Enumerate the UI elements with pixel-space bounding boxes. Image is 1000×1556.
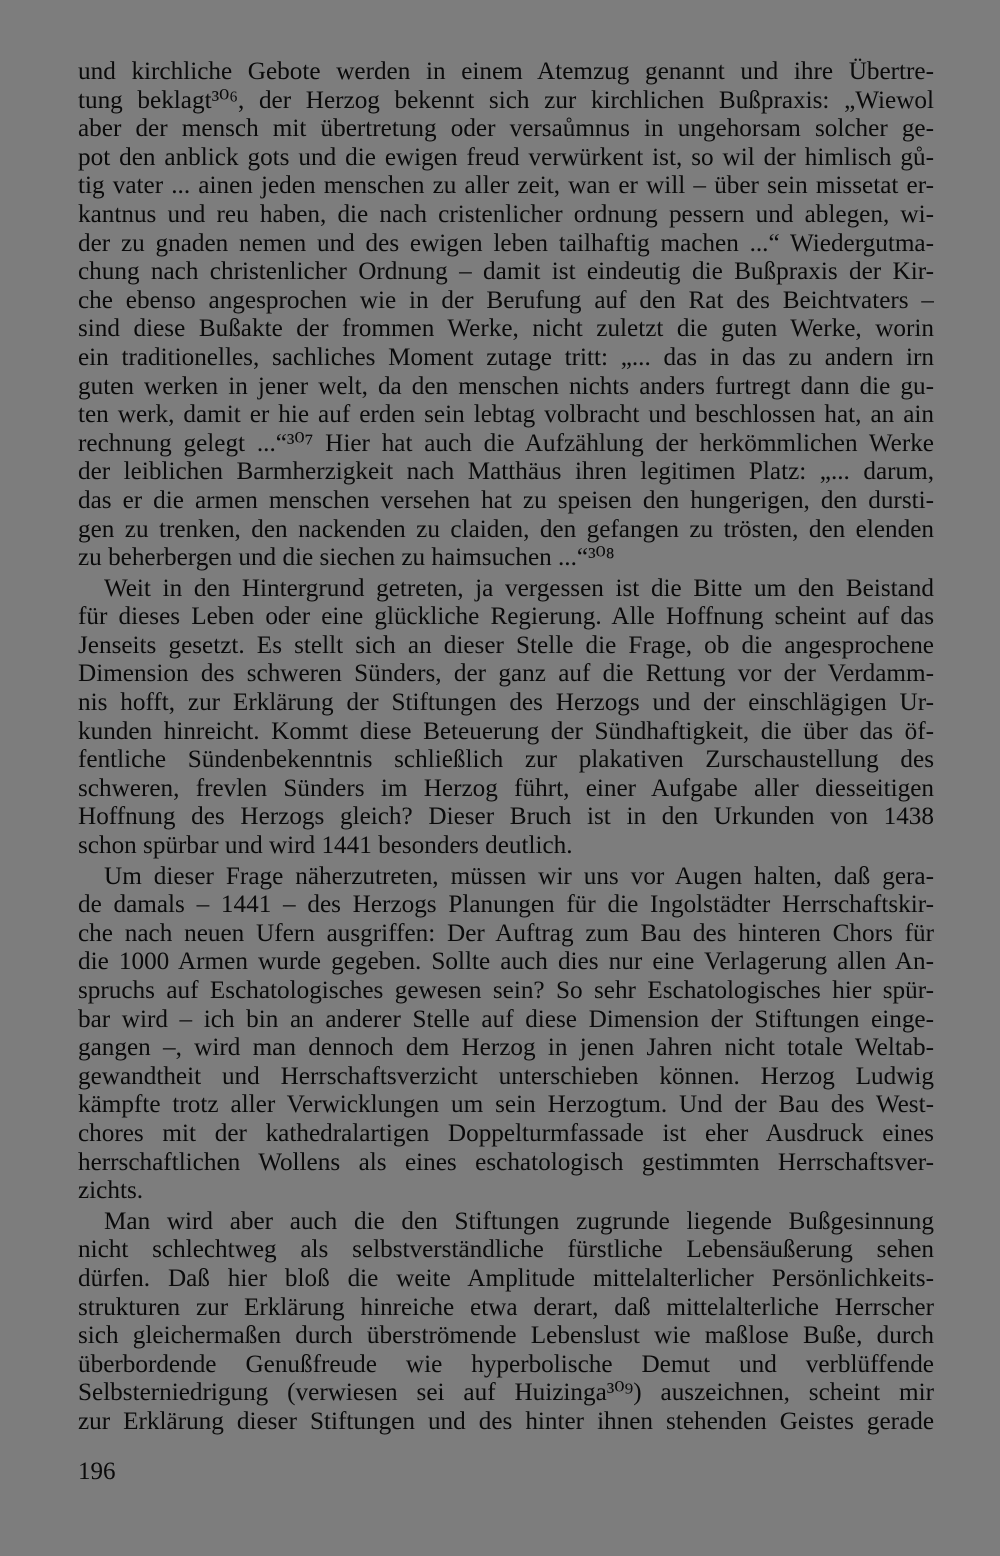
- text-line: chung nach christenlicher Ordnung – damit ist eindeutig die Bußpraxis der Kir-: [78, 258, 934, 286]
- text-line: herrschaftlichen Wollens als eines eschatologisch gestimmten Herrschaftsver-: [78, 1148, 934, 1176]
- text-line: zichts.: [78, 1177, 144, 1205]
- text-line: und kirchliche Gebote werden in einem Atemzug genannt und ihre Übertre-: [78, 58, 934, 85]
- text-line: ein traditionelles, sachliches Moment zutage tritt: „... das in das zu andern irn: [78, 343, 934, 371]
- text-line: kämpfte trotz aller Verwicklungen um sein Herzogtum. Und der Bau des West-: [78, 1091, 934, 1119]
- paragraph-4: [78, 1208, 934, 1437]
- text-line: bar wird – ich bin an anderer Stelle auf diese Dimension der Stiftungen einge-: [78, 1005, 934, 1033]
- text-line: für dieses Leben oder eine glückliche Regierung. Alle Hoffnung scheint auf das: [78, 603, 934, 631]
- text-line: zu beherbergen und die siechen zu haimsuchen ...“³⁰⁸: [78, 544, 615, 572]
- text-line: die 1000 Armen wurde gegeben. Sollte auch dies nur eine Verlagerung allen An-: [78, 948, 934, 976]
- text-line: pot den anblick gots und die ewigen freud verwürkent ist, so wil der himlisch gů-: [78, 143, 934, 171]
- text-line: überbordende Genußfreude wie hyperbolische Demut und verblüffende: [78, 1350, 934, 1378]
- text-line: Dimension des schweren Sünders, der ganz auf die Rettung vor der Verdamm-: [78, 660, 934, 688]
- page-body: [78, 58, 934, 1437]
- text-line: spruchs auf Eschatologisches gewesen sein? So sehr Eschatologisches hier spür-: [78, 977, 934, 1004]
- paragraph-2: [78, 575, 934, 861]
- text-line: sind diese Bußakte der frommen Werke, nicht zuletzt die guten Werke, worin: [78, 315, 934, 343]
- text-line: Weit in den Hintergrund getreten, ja vergessen ist die Bitte um den Beistand: [104, 574, 934, 602]
- text-line: sich gleichermaßen durch überströmende Lebenslust wie maßlose Buße, durch: [78, 1322, 934, 1350]
- text-line: Hoffnung des Herzogs gleich? Dieser Bruch ist in den Urkunden von 1438: [78, 803, 934, 831]
- text-line: dürfen. Daß hier bloß die weite Amplitude mittelalterlicher Persönlichkeits-: [78, 1264, 934, 1292]
- text-line: zur Erklärung dieser Stiftungen und des hinter ihnen stehenden Geistes gerade: [78, 1407, 934, 1435]
- text-line: nicht schlechtweg als selbstverständliche fürstliche Lebensäußerung sehen: [78, 1236, 934, 1264]
- text-line: der zu gnaden nemen und des ewigen leben tailhaftig machen ...“ Wiedergutma-: [78, 229, 934, 257]
- text-line: Man wird aber auch die den Stiftungen zugrunde liegende Bußgesinnung: [104, 1207, 934, 1235]
- text-line: strukturen zur Erklärung hinreiche etwa derart, daß mittelalterliche Herrscher: [78, 1293, 934, 1321]
- text-line: gangen –, wird man dennoch dem Herzog in jenen Jahren nicht totale Weltab-: [78, 1034, 934, 1062]
- text-line: der leiblichen Barmherzigkeit nach Matthäus ihren legitimen Platz: „... darum,: [78, 458, 934, 486]
- text-line: das er die armen menschen versehen hat zu speisen den hungerigen, den dursti-: [78, 486, 934, 514]
- text-line: gen zu trenken, den nackenden zu claiden, den gefangen zu trösten, den elenden: [78, 515, 934, 543]
- text-line: de damals – 1441 – des Herzogs Planungen für die Ingolstädter Herrschaftskir-: [78, 891, 934, 919]
- paragraph-1: [78, 58, 934, 573]
- text-line: gewandtheit und Herrschaftsverzicht unterschieben können. Herzog Ludwig: [78, 1062, 934, 1090]
- page-number: 196: [78, 1458, 116, 1485]
- text-line: fentliche Sündenbekenntnis schließlich zur plakativen Zurschaustellung des: [78, 746, 934, 774]
- text-line: schon spürbar und wird 1441 besonders deutlich.: [78, 832, 573, 860]
- text-line: schweren, frevlen Sünders im Herzog führt, einer Aufgabe aller diesseitigen: [78, 774, 934, 802]
- text-line: kunden hinreicht. Kommt diese Beteuerung der Sündhaftigkeit, die über das öf-: [78, 717, 934, 745]
- text-line: tig vater ... ainen jeden menschen zu aller zeit, wan er will – über sein missetat er-: [78, 172, 934, 200]
- text-line: che ebenso angesprochen wie in der Berufung auf den Rat des Beichtvaters –: [78, 286, 934, 314]
- text-line: chores mit der kathedralartigen Doppelturmfassade ist eher Ausdruck eines: [78, 1119, 934, 1147]
- text-line: kantnus und reu haben, die nach cristenlicher ordnung pessern und ablegen, wi-: [78, 200, 934, 228]
- text-line: nis hofft, zur Erklärung der Stiftungen des Herzogs und der einschlägigen Ur-: [78, 689, 934, 717]
- text-line: che nach neuen Ufern ausgriffen: Der Auftrag zum Bau des hinteren Chors für: [78, 919, 934, 947]
- text-line: ten werk, damit er hie auf erden sein lebtag volbracht und beschlossen hat, an ain: [78, 401, 934, 429]
- text-line: Um dieser Frage näherzutreten, müssen wir uns vor Augen halten, daß gera-: [104, 862, 934, 890]
- paragraph-3: [78, 863, 934, 1206]
- text-line: aber der mensch mit übertretung oder versaůmnus in ungehorsam solcher ge-: [78, 115, 934, 143]
- text-line: rechnung gelegt ...“³⁰⁷ Hier hat auch die Aufzählung der herkömmlichen Werke: [78, 429, 934, 457]
- text-line: Selbsterniedrigung (verwiesen sei auf Huizinga³⁰⁹) auszeichnen, scheint mir: [78, 1379, 934, 1407]
- text-line: tung beklagt³⁰⁶, der Herzog bekennt sich zur kirchlichen Bußpraxis: „Wiewol: [78, 86, 934, 114]
- text-line: Jenseits gesetzt. Es stellt sich an dieser Stelle die Frage, ob die angesprochene: [78, 631, 934, 659]
- text-line: guten werken in jener welt, da den menschen nichts anders furtregt dann die gu-: [78, 372, 934, 400]
